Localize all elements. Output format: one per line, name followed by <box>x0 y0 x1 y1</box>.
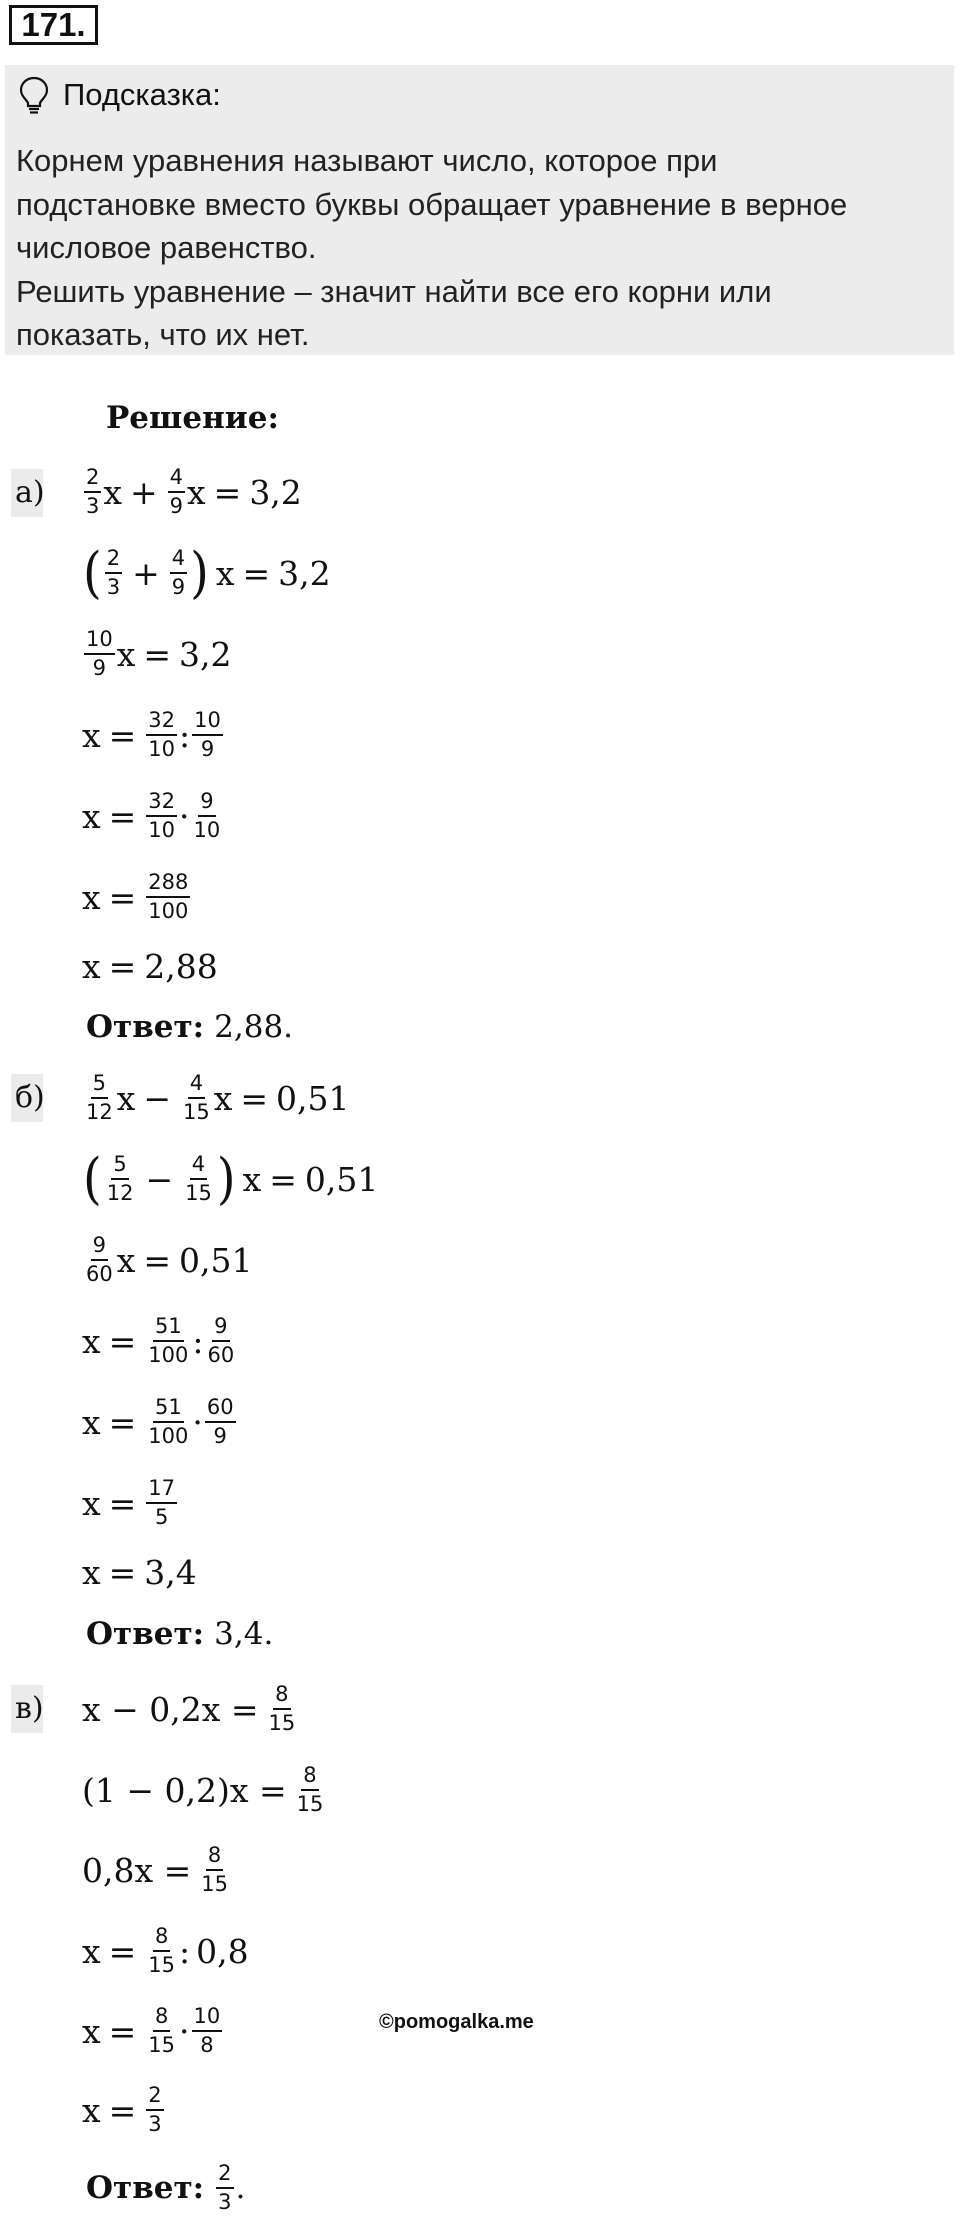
hint-title: Подсказка: <box>63 77 221 112</box>
step-1: x − 0,2x = $\frac{8}{15}$ <box>82 1682 296 1735</box>
fraction: $\frac{8}{15}$ <box>296 1763 324 1816</box>
hint-line: подстановке вместо буквы обращает уравнение в верное <box>16 186 848 222</box>
step-3: $\frac{10}{9}$ x = 3,2 <box>86 627 232 680</box>
hint-line: Решить уравнение – значит найти все его корни или <box>16 273 772 309</box>
step-5: x = $\frac{8}{15}$ · $\frac{10}{8}$ <box>82 2004 221 2057</box>
step-3: $\frac{9}{60}$ x = 0,51 <box>86 1233 253 1286</box>
step-2: (1 − 0,2)x = $\frac{8}{15}$ <box>82 1763 324 1816</box>
step-1: $\frac{2}{3}$ x + $\frac{4}{9}$ x = 3,2 <box>86 465 302 518</box>
hint-text <box>16 139 941 357</box>
step-4: x = $\frac{51}{100}$ : $\frac{9}{60}$ <box>82 1314 235 1367</box>
fraction: $\frac{5}{12}$ <box>106 1152 134 1205</box>
answer-a: Ответ: 2,88. <box>86 1009 294 1045</box>
part-label-c: в) <box>11 1685 43 1733</box>
fraction: $\frac{4}{15}$ <box>185 1152 212 1205</box>
fraction: $\frac{9}{60}$ <box>207 1314 235 1367</box>
step-4: x = $\frac{8}{15}$ : 0,8 <box>82 1924 249 1977</box>
step-2: ( $\frac{2}{3}$ + $\frac{4}{9}$ ) x = 3,2 <box>83 540 331 606</box>
step-6: x = $\frac{2}{3}$ <box>82 2083 162 2136</box>
fraction: $\frac{51}{100}$ <box>148 1314 189 1367</box>
fraction: $\frac{2}{3}$ <box>86 465 100 518</box>
lightbulb-icon <box>17 75 51 115</box>
fraction: $\frac{2}{3}$ <box>218 2161 232 2214</box>
watermark: ©pomogalka.me <box>379 2011 534 2033</box>
fraction: $\frac{288}{100}$ <box>148 870 189 923</box>
fraction: $\frac{10}{9}$ <box>194 708 221 761</box>
step-1: $\frac{5}{12}$ x − $\frac{4}{15}$ x = 0,51 <box>86 1071 350 1124</box>
fraction: $\frac{17}{5}$ <box>148 1476 176 1529</box>
hint-header <box>17 75 221 115</box>
step-5: x = $\frac{32}{10}$ · $\frac{9}{10}$ <box>82 789 221 842</box>
answer-c: Ответ: $\frac{2}{3}$ . <box>86 2161 246 2214</box>
fraction: $\frac{2}{3}$ <box>106 546 121 599</box>
fraction: $\frac{32}{10}$ <box>148 789 176 842</box>
fraction: $\frac{9}{10}$ <box>193 789 221 842</box>
part-label-b: б) <box>11 1074 43 1122</box>
fraction: $\frac{32}{10}$ <box>148 708 176 761</box>
fraction: $\frac{60}{9}$ <box>206 1395 234 1448</box>
step-3: 0,8x = $\frac{8}{15}$ <box>82 1843 228 1896</box>
fraction: $\frac{8}{15}$ <box>201 1843 228 1896</box>
part-label-a: а) <box>11 469 43 517</box>
hint-line: показать, что их нет. <box>16 317 310 352</box>
solution-title: Решение: <box>106 400 279 436</box>
fraction: $\frac{10}{8}$ <box>193 2004 221 2057</box>
hint-line: Корнем уравнения называют число, которое при <box>16 143 718 178</box>
fraction: $\frac{8}{15}$ <box>148 1924 176 1977</box>
problem-number: 171. <box>9 5 98 45</box>
fraction: $\frac{4}{9}$ <box>171 546 186 599</box>
step-6: x = $\frac{17}{5}$ <box>82 1476 176 1529</box>
hint-line: числовое равенство. <box>16 230 317 265</box>
hint-box <box>5 65 954 355</box>
fraction: $\frac{4}{9}$ <box>169 465 184 518</box>
fraction: $\frac{4}{15}$ <box>183 1071 210 1124</box>
fraction: $\frac{2}{3}$ <box>148 2083 162 2136</box>
step-7: x = 2,88 <box>82 946 218 986</box>
step-4: x = $\frac{32}{10}$ : $\frac{10}{9}$ <box>82 708 221 761</box>
fraction: $\frac{8}{15}$ <box>148 2004 176 2057</box>
fraction: $\frac{9}{60}$ <box>86 1233 113 1286</box>
step-2: ( $\frac{5}{12}$ − $\frac{4}{15}$ ) x = 0,51 <box>83 1146 379 1212</box>
step-6: x = $\frac{288}{100}$ <box>82 870 189 923</box>
step-7: x = 3,4 <box>82 1552 197 1592</box>
answer-b: Ответ: 3,4. <box>86 1616 274 1652</box>
fraction: $\frac{5}{12}$ <box>86 1071 113 1124</box>
fraction: $\frac{10}{9}$ <box>86 627 113 680</box>
fraction: $\frac{8}{15}$ <box>268 1682 296 1735</box>
fraction: $\frac{51}{100}$ <box>148 1395 189 1448</box>
step-5: x = $\frac{51}{100}$ · $\frac{60}{9}$ <box>82 1395 234 1448</box>
